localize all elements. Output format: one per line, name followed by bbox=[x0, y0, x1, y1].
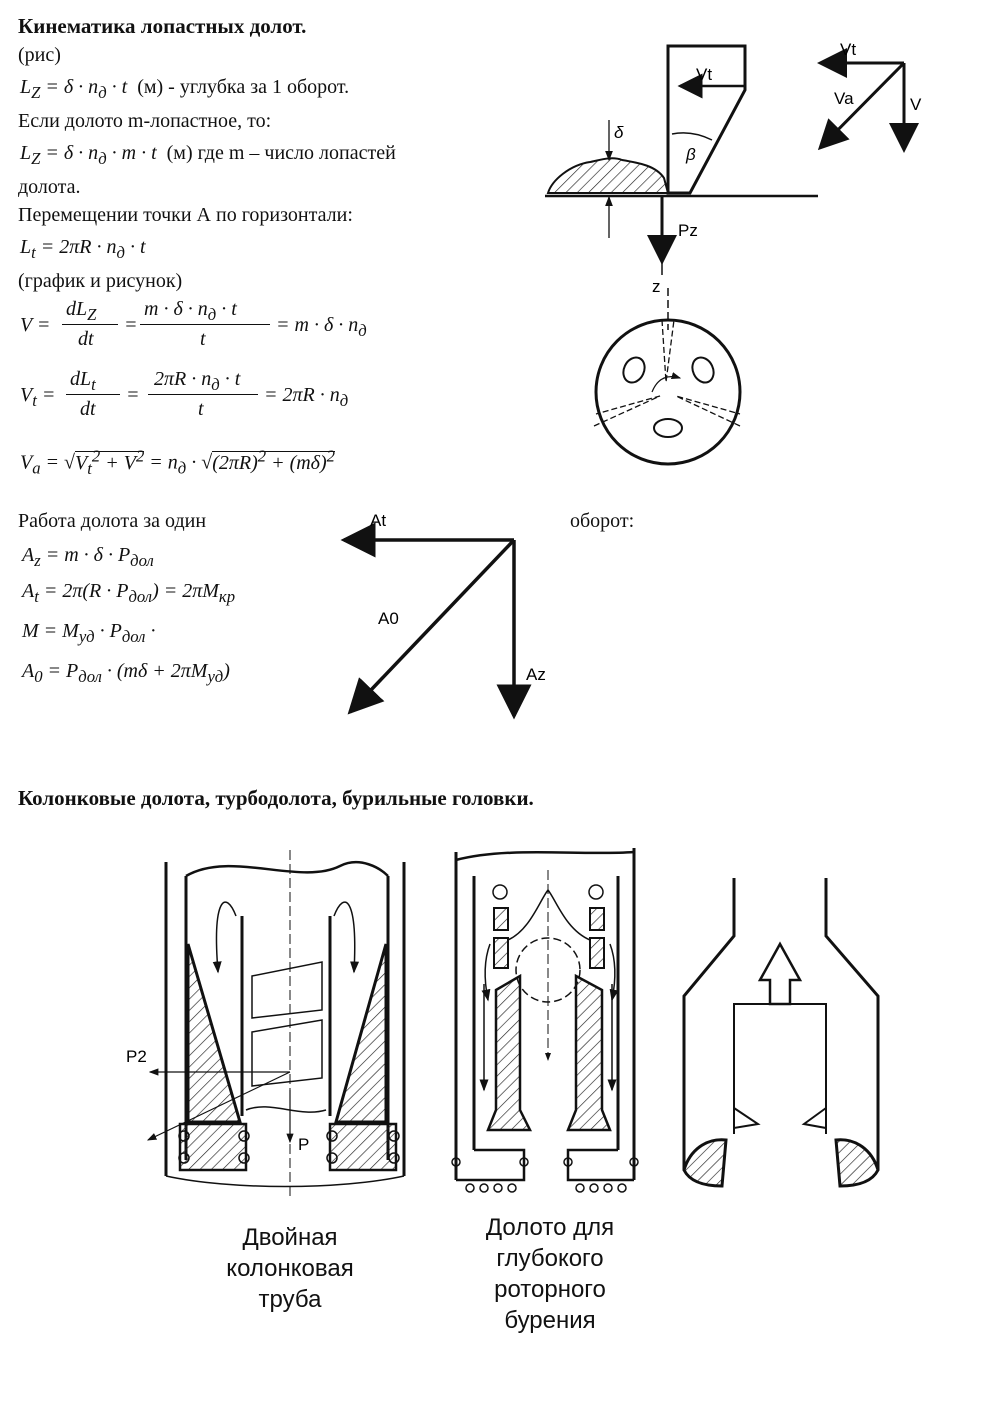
heading-kinematics: Кинематика лопастных долот. bbox=[18, 14, 307, 38]
text-point-a: Перемещении точки А по горизонтали: bbox=[18, 204, 353, 226]
label-at: At bbox=[370, 511, 387, 530]
deep-rotary-bit bbox=[452, 848, 638, 1192]
text-if-m-blade: Если долото m-лопастное, то: bbox=[18, 110, 272, 132]
formula-m: $M = M_{уд} \cdot P_{дол}$ · bbox=[22, 620, 156, 646]
formula-v: V = $dL_Z$ dt = $m \cdot \delta \cdot n_д \cdot t$ t = $m \cdot \delta \cdot n_д$ bbox=[20, 298, 367, 350]
formula-a0: $A_0 = P_{дол} \cdot (m\delta + 2\pi M_{уд})$ bbox=[22, 660, 230, 686]
fig-ref: (рис) bbox=[18, 44, 61, 66]
work-vectors bbox=[344, 540, 514, 716]
formula-vt: $V_t$ = $dL_t$ dt = $2\pi R \cdot n_д \cdot t$ t = $2\pi R \cdot n_д$ bbox=[20, 368, 349, 420]
caption-deep-bit: Долото для глубокого роторного бурения bbox=[485, 1214, 615, 1334]
drill-head bbox=[684, 878, 878, 1186]
label-p2: P2 bbox=[126, 1047, 147, 1066]
blade-diagram bbox=[545, 46, 818, 330]
label-a0: A0 bbox=[378, 609, 399, 628]
formula-az: $A_z = m \cdot \delta \cdot P_{дол}$ bbox=[22, 544, 154, 570]
text-bit: долота. bbox=[18, 176, 81, 198]
label-delta: δ bbox=[614, 123, 624, 142]
heading-core-bits: Колонковые долота, турбодолота, бурильные головки. bbox=[18, 786, 534, 810]
velocity-vectors bbox=[820, 63, 904, 150]
formula-lt: $L_t = 2\pi R \cdot n_д \cdot t$ bbox=[20, 236, 146, 262]
formula-va: $V_a = √V_t^2 + V^2 = n_д \cdot √(2\pi R)^2 + (m\delta)^2$ bbox=[20, 446, 335, 478]
work-text-2: оборот: bbox=[570, 510, 635, 532]
label-vt: Vt bbox=[840, 40, 857, 59]
caption-double-tube: Двойная колонковая труба bbox=[226, 1224, 354, 1313]
label-beta: β bbox=[686, 145, 696, 164]
label-pz: Pz bbox=[678, 221, 698, 240]
formula-lz1: $L_Z = \delta \cdot n_д \cdot t$ (м) - углубка за 1 оборот. bbox=[20, 76, 350, 102]
work-text: Работа долота за один bbox=[18, 510, 207, 532]
label-z: z bbox=[652, 277, 661, 296]
label-va: Va bbox=[834, 89, 854, 108]
label-vt-blade: Vt bbox=[696, 65, 713, 84]
text-graph: (график и рисунок) bbox=[18, 270, 183, 292]
double-core-tube bbox=[148, 850, 404, 1200]
formula-lz2: $L_Z = \delta \cdot n_д \cdot m \cdot t$ (м) где m – число лопастей bbox=[20, 142, 396, 168]
label-p: P bbox=[298, 1135, 310, 1154]
label-az: Az bbox=[526, 665, 546, 684]
bit-bottom-view bbox=[594, 320, 740, 464]
formula-at: $A_t = 2\pi(R \cdot P_{дол}) = 2\pi M_{кр}$ bbox=[22, 580, 236, 606]
label-v: V bbox=[910, 95, 922, 114]
